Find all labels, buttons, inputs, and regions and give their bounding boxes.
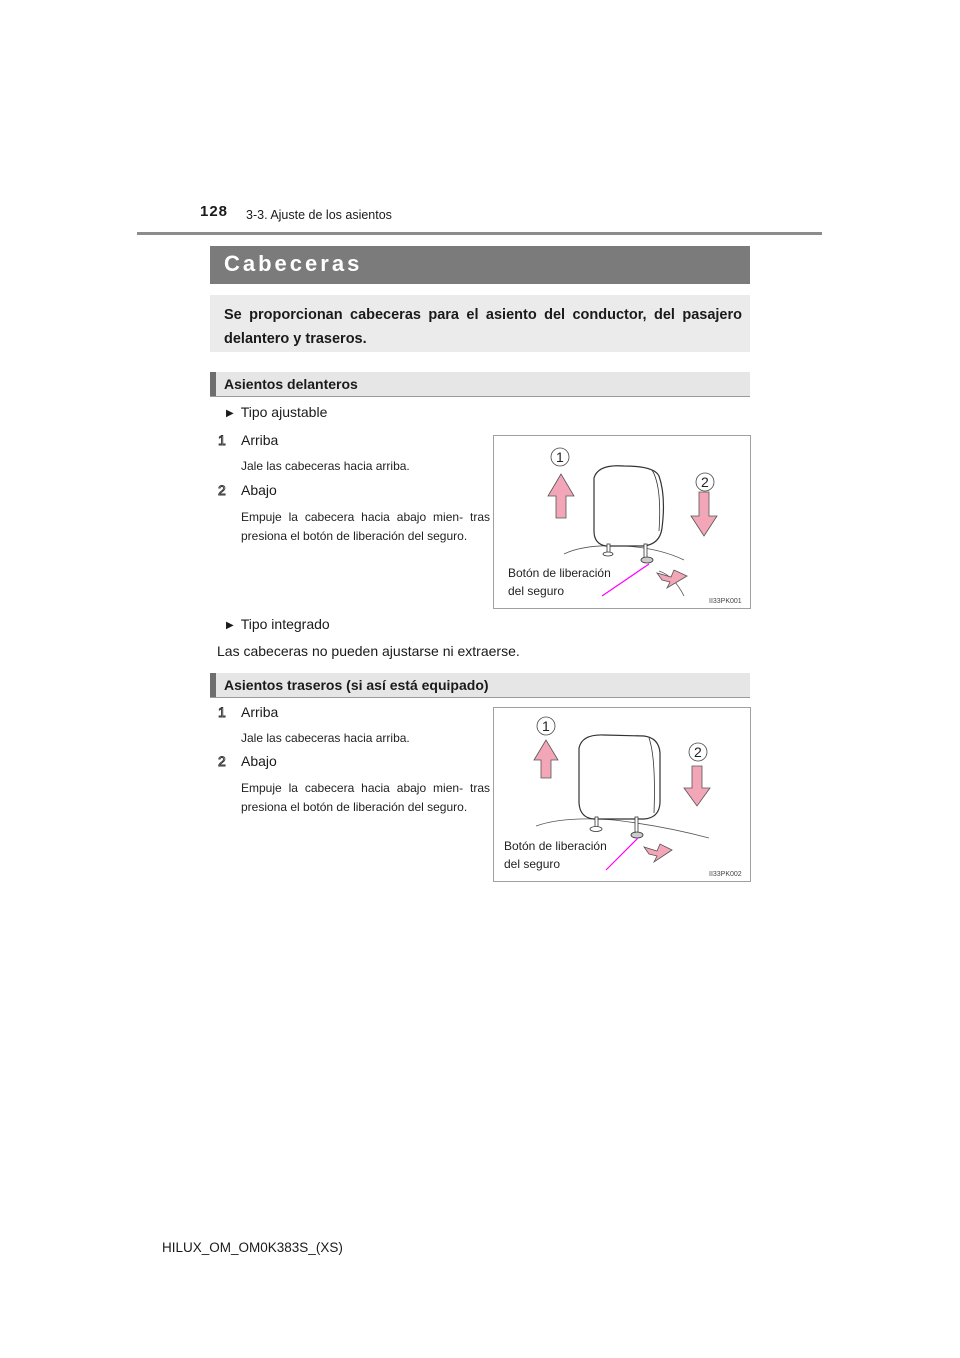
svg-text:1: 1 (556, 449, 564, 465)
rear-seats-heading (210, 673, 750, 698)
down-arrow-icon (691, 492, 717, 536)
section-title: 3-3. Ajuste de los asientos (246, 208, 392, 222)
header-rule (137, 232, 822, 235)
svg-text:2: 2 (218, 482, 226, 498)
page-number: 128 (200, 203, 229, 220)
bullet-adjustable (226, 404, 327, 420)
footer-doc-code: HILUX_OM_OM0K383S_(XS) (162, 1240, 343, 1255)
front-headrest-figure (493, 435, 751, 609)
item-label-down: Abajo (241, 482, 277, 498)
number-2-icon (216, 482, 230, 499)
bullet-integrated-text: Tipo integrado (240, 616, 330, 632)
press-arrow-icon (657, 570, 687, 588)
heading-bar (210, 673, 216, 697)
rear-item-label-up: Arriba (241, 704, 279, 720)
rear-item-desc-down: Empuje la cabecera hacia abajo mien- tras presiona el botón de liberación del seguro. (241, 781, 490, 814)
rear-item-desc-up: Jale las cabeceras hacia arriba. (241, 731, 410, 745)
bullet-integrated (226, 616, 330, 632)
intro-box (210, 295, 750, 352)
down-arrow-icon (684, 766, 710, 806)
svg-text:2: 2 (694, 744, 702, 760)
number-1-icon (216, 704, 230, 721)
item-number-2 (216, 482, 230, 504)
triangle-bullet-icon: ▶ (226, 408, 234, 419)
rear-item-number-2 (216, 753, 230, 775)
triangle-bullet-icon: ▶ (226, 620, 234, 631)
rear-headrest-figure (493, 707, 751, 882)
svg-text:2: 2 (701, 474, 709, 490)
release-button-label: Botón de liberación del seguro (508, 566, 611, 598)
rear-item-label-down: Abajo (241, 753, 277, 769)
heading-bar (210, 372, 216, 396)
press-arrow-icon (644, 844, 672, 862)
figure-code: II33PK001 (709, 598, 742, 605)
page-title-band (210, 246, 750, 284)
number-1-icon (216, 432, 230, 449)
page-title: Cabeceras (224, 251, 363, 276)
rear-item-number-1 (216, 704, 230, 726)
up-arrow-icon (548, 474, 574, 518)
front-seats-heading-text: Asientos delanteros (224, 376, 358, 392)
rear-release-button-label: Botón de liberación del seguro (504, 839, 607, 871)
up-arrow-icon (534, 740, 558, 778)
rear-figure-code: II33PK002 (709, 871, 742, 878)
integrated-text: Las cabeceras no pueden ajustarse ni extraerse. (217, 643, 520, 659)
item-label-up: Arriba (241, 432, 279, 448)
number-2-icon (216, 753, 230, 770)
item-desc-down: Empuje la cabecera hacia abajo mien- tras presiona el botón de liberación del seguro. (241, 510, 490, 543)
bullet-adjustable-text: Tipo ajustable (240, 404, 328, 420)
front-seats-heading (210, 372, 750, 397)
svg-text:1: 1 (218, 432, 226, 448)
intro-text: Se proporcionan cabeceras para el asiento del conductor, del pasajero delantero y traseros. (224, 307, 742, 347)
svg-text:2: 2 (218, 753, 226, 769)
svg-text:1: 1 (218, 704, 226, 720)
item-desc-up: Jale las cabeceras hacia arriba. (241, 459, 410, 473)
rear-seats-heading-text: Asientos traseros (si así está equipado) (224, 677, 489, 693)
svg-text:1: 1 (542, 718, 550, 734)
item-number-1 (216, 432, 230, 454)
